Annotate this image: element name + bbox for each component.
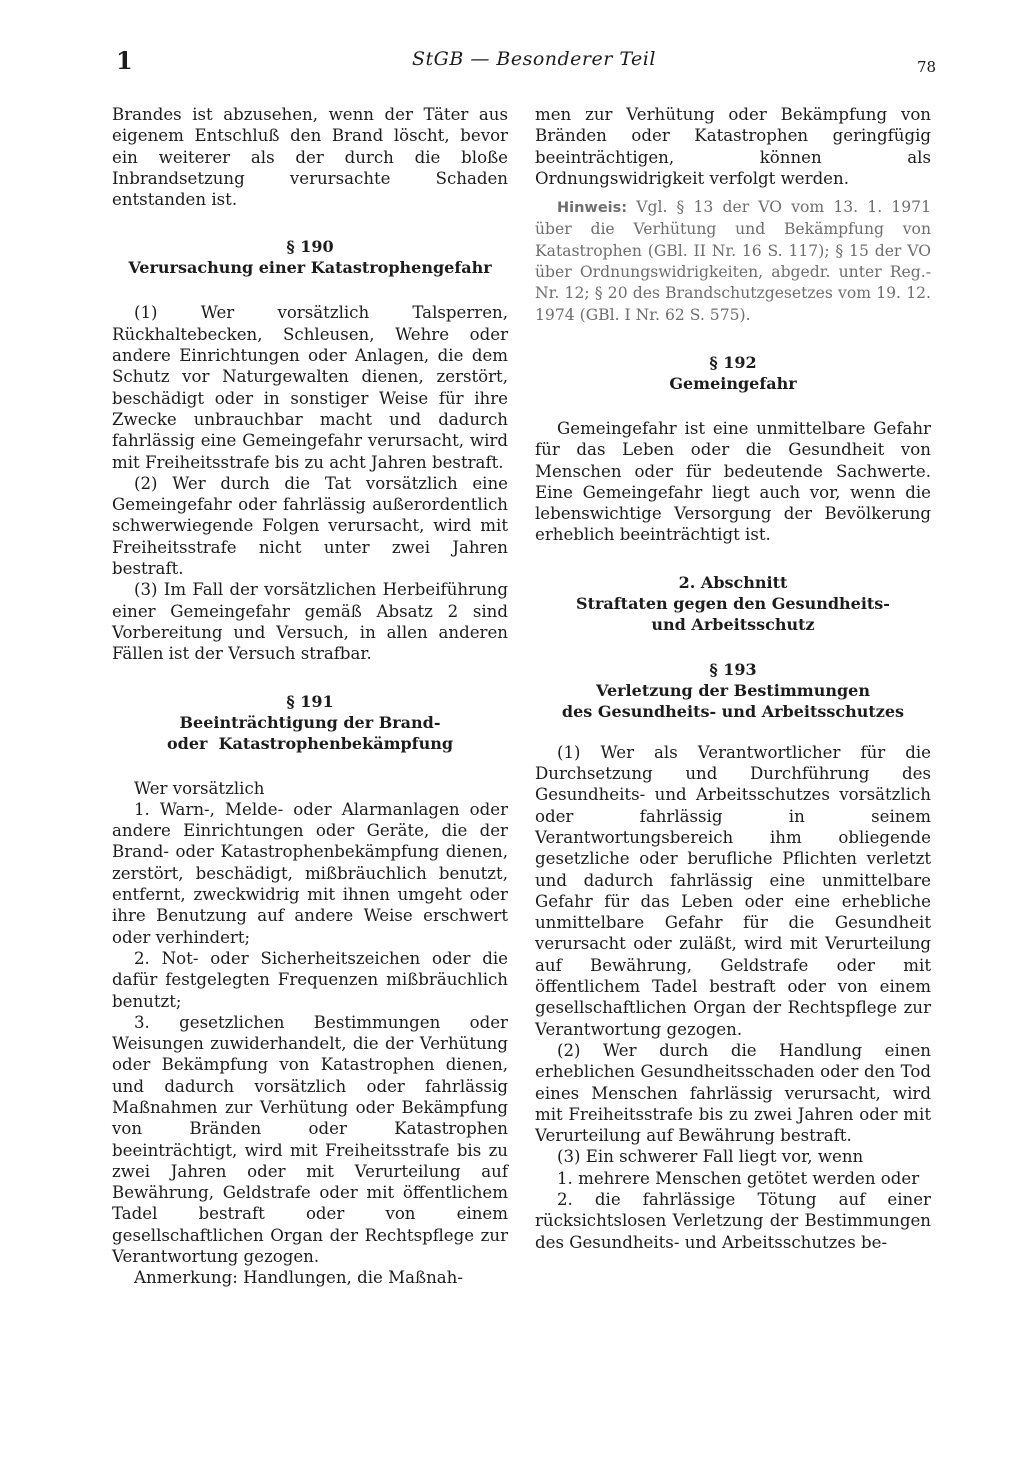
section-190-paragraph-2: (2) Wer durch die Tat vorsätzlich eine Gemeingefahr oder fahrlässig außerordentlich schwerwiegende Folgen verursacht, wird mit Freiheitsstrafe nicht unter zwei Jahren bestraft. [112, 473, 508, 579]
section-193-paragraph-3: (3) Ein schwerer Fall liegt vor, wenn [557, 1147, 864, 1167]
section-title-line-2: oder Katastrophenbekämpfung [166, 733, 454, 753]
section-191-heading [112, 691, 508, 754]
section-191-lead: Wer vorsätzlich [134, 778, 265, 798]
section-title-line-2: des Gesundheits- und Arbeitsschutzes [561, 701, 905, 721]
section-number: § 193 [709, 659, 757, 679]
section-190-paragraph-1: (1) Wer vorsätzlich Talsperren, Rückhaltebecken, Schleusen, Wehre oder andere Einrichtungen oder Anlagen, die dem Schutz vor Naturgewalten dienen, zerstört, beschädigt oder in sonstiger Weise für ihre Zwecke unbrauchbar macht und dadurch fahrlässig eine Gemeingefahr verursacht, wird mit Freiheitsstrafe bis zu acht Jahren bestraft. [112, 303, 508, 472]
chapter-title-line-2: und Arbeitsschutz [651, 614, 815, 634]
section-number: § 190 [286, 237, 334, 257]
remark-continuation: men zur Verhütung oder Bekämpfung von Bränden oder Katastrophen geringfügig beeinträchtigen, können als Ordnungswidrigkeit verfolgt werden. [535, 105, 931, 188]
right-column [535, 104, 931, 1253]
section-number: § 192 [709, 352, 757, 372]
hint-text: Vgl. § 13 der VO vom 13. 1. 1971 über die Verhütung und Bekämpfung von Katastrophen (GBl. II Nr. 16 S. 117); § 15 der VO über Ordnungswidrigkeiten, abgedr. unter Reg.-Nr. 12; § 20 des Brandschutzgesetzes vom 19. 12. 1974 (GBl. I Nr. 62 S. 575). [535, 198, 931, 324]
hint-note [535, 197, 931, 326]
page-number: 78 [917, 58, 937, 76]
section-title: Gemeingefahr [669, 373, 797, 393]
section-190-heading [112, 236, 508, 278]
left-column [112, 104, 508, 1289]
hint-label: Hinweis: [557, 200, 628, 217]
section-190-paragraph-3: (3) Im Fall der vorsätzlichen Herbeiführung einer Gemeingefahr gemäß Absatz 2 sind Vorbereitung und Versuch, in allen anderen Fällen ist der Versuch strafbar. [112, 580, 508, 664]
section-193-item-2: 2. die fahrlässige Tötung auf einer rücksichtslosen Verletzung der Bestimmungen des Gesundheits- und Arbeitsschutzes be- [535, 1189, 931, 1252]
section-191-item-2: 2. Not- oder Sicherheitszeichen oder die dafür festgelegten Frequenzen mißbräuchlich benutzt; [112, 948, 508, 1011]
chapter-number-heading: 2. Abschnitt [678, 572, 788, 592]
section-number: § 191 [286, 691, 334, 711]
section-191-item-3: 3. gesetzlichen Bestimmungen oder Weisungen zuwiderhandelt, die der Verhütung oder Bekämpfung von Katastrophen dienen, und dadurch vorsätzlich oder fahrlässig Maßnahmen zur Verhütung oder Bekämpfung von Bränden oder Katastrophen beeinträchtigt, wird mit Freiheitsstrafe bis zu zwei Jahren oder mit Verurteilung auf Bewährung, Geldstrafe oder mit öffentlichem Tadel bestraft oder von einem gesellschaftlichen Organ der Rechtspflege zur Verantwortung gezogen. [112, 1012, 508, 1267]
section-191-remark: Anmerkung: Handlungen, die Maßnah- [134, 1268, 463, 1288]
intro-paragraph: Brandes ist abzusehen, wenn der Täter aus eigenem Entschluß den Brand löscht, bevor ein weiterer als der durch die bloße Inbrandsetzung verursachte Schaden entstanden ist. [112, 105, 508, 210]
running-title: StGB — Besonderer Teil [412, 48, 656, 70]
chapter-title-line-1: Straftaten gegen den Gesundheits- [576, 593, 890, 613]
section-title-line-1: Verletzung der Bestimmungen [596, 680, 870, 700]
section-193-paragraph-1: (1) Wer als Verantwortlicher für die Durchsetzung und Durchführung des Gesundheits- und Arbeitsschutzes vorsätzlich oder fahrlässig in seinem Verantwortungsbereich ihm obliegende gesetzliche oder berufliche Pflichten verletzt und dadurch fahrlässig eine unmittelbare Gefahr für das Leben oder eine erhebliche unmittelbare Gefahr für die Gesundheit verursacht oder zuläßt, wird mit Verurteilung auf Bewährung, Geldstrafe oder mit öffentlichem Tadel bestraft oder von einem gesellschaftlichen Organ der Rechtspflege zur Verantwortung gezogen. [535, 742, 931, 1039]
chapter-number: 1 [116, 46, 133, 75]
section-191-item-1: 1. Warn-, Melde- oder Alarmanlagen oder andere Einrichtungen oder Geräte, die der Brand- oder Katastrophenbekämpfung dienen, zerstört, beschädigt, mißbräuchlich benutzt, entfernt, zweckwidrig mit ihnen umgeht oder ihre Benutzung auf andere Weise erschwert oder verhindert; [112, 799, 508, 947]
section-193-heading [535, 659, 931, 722]
section-192-paragraph: Gemeingefahr ist eine unmittelbare Gefahr für das Leben oder die Gesundheit von Menschen oder für bedeutende Sachwerte. Eine Gemeingefahr liegt auch vor, wenn die lebenswichtige Versorgung der Bevölkerung erheblich beeinträchtigt ist. [535, 418, 931, 545]
section-192-heading [535, 352, 931, 394]
chapter-2-heading [535, 572, 931, 635]
page-header [0, 0, 1024, 90]
section-193-paragraph-2: (2) Wer durch die Handlung einen erheblichen Gesundheitsschaden oder den Tod eines Menschen fahrlässig verursacht, wird mit Freiheitsstrafe bis zu zwei Jahren oder mit Verurteilung auf Bewährung bestraft. [535, 1040, 931, 1146]
section-title-line-1: Beeinträchtigung der Brand- [179, 712, 441, 732]
section-title: Verursachung einer Katastrophengefahr [128, 258, 492, 278]
section-193-item-1: 1. mehrere Menschen getötet werden oder [557, 1168, 920, 1188]
